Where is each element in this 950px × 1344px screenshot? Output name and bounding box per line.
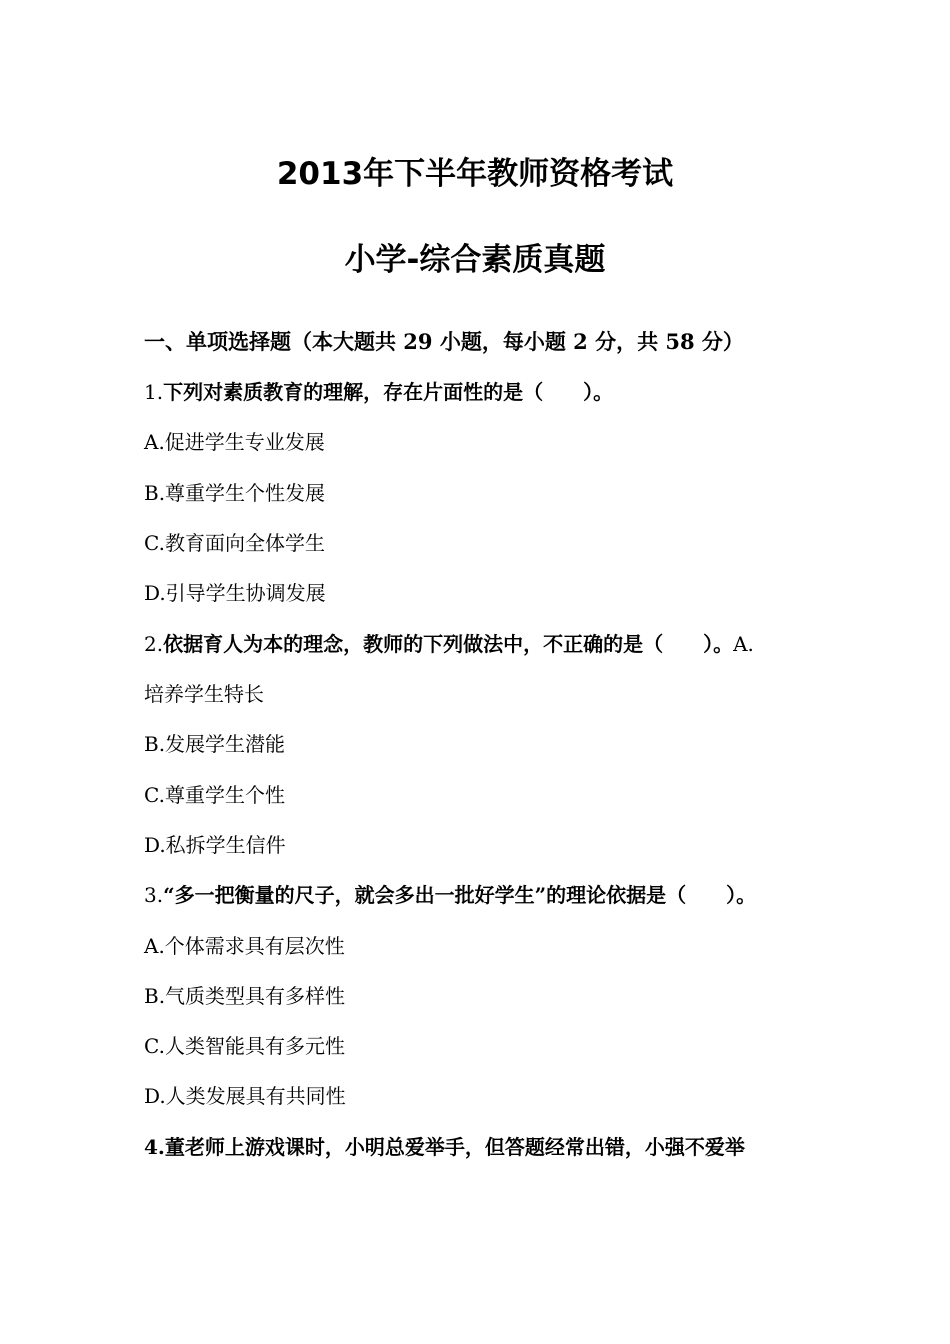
question-stem: 下列对素质教育的理解，存在片面性的是（ ）。 (163, 380, 614, 404)
option-2a-prefix: A. (733, 632, 754, 656)
question-stem: 董老师上游戏课时，小明总爱举手，但答题经常出错，小强不爱举 (164, 1135, 745, 1159)
option-3c: C.人类智能具有多元性 (144, 1034, 345, 1058)
option-1b: B.尊重学生个性发展 (144, 481, 326, 505)
option-1c: C.教育面向全体学生 (144, 531, 325, 555)
option-3a: A.个体需求具有层次性 (144, 934, 345, 958)
option-1a: A.促进学生专业发展 (144, 430, 325, 454)
option-2c: C.尊重学生个性 (144, 783, 285, 807)
question-stem: “多一把衡量的尺子，就会多出一批好学生”的理论依据是（ ）。 (163, 883, 757, 907)
section-heading: 一、单项选择题（本大题共 29 小题，每小题 2 分，共 58 分） (144, 329, 744, 354)
question-number: 1. (144, 380, 164, 404)
question-2 (144, 629, 754, 659)
question-number: 2. (144, 632, 164, 656)
document-subtitle: 小学-综合素质真题 (344, 242, 606, 278)
question-number: 4. (144, 1135, 165, 1159)
option-2a: 培养学生特长 (144, 682, 264, 706)
question-stem: 依据育人为本的理念，教师的下列做法中，不正确的是（ ）。 (163, 632, 734, 656)
document-title: 2013年下半年教师资格考试 (276, 156, 674, 192)
option-1d: D.引导学生协调发展 (144, 581, 326, 605)
option-2d: D.私拆学生信件 (144, 833, 286, 857)
question-1 (144, 377, 613, 407)
option-2b: B.发展学生潜能 (144, 732, 286, 756)
option-3b: B.气质类型具有多样性 (144, 984, 346, 1008)
option-3d: D.人类发展具有共同性 (144, 1084, 346, 1108)
question-4 (144, 1132, 745, 1162)
question-3 (144, 880, 756, 910)
question-number: 3. (144, 883, 164, 907)
